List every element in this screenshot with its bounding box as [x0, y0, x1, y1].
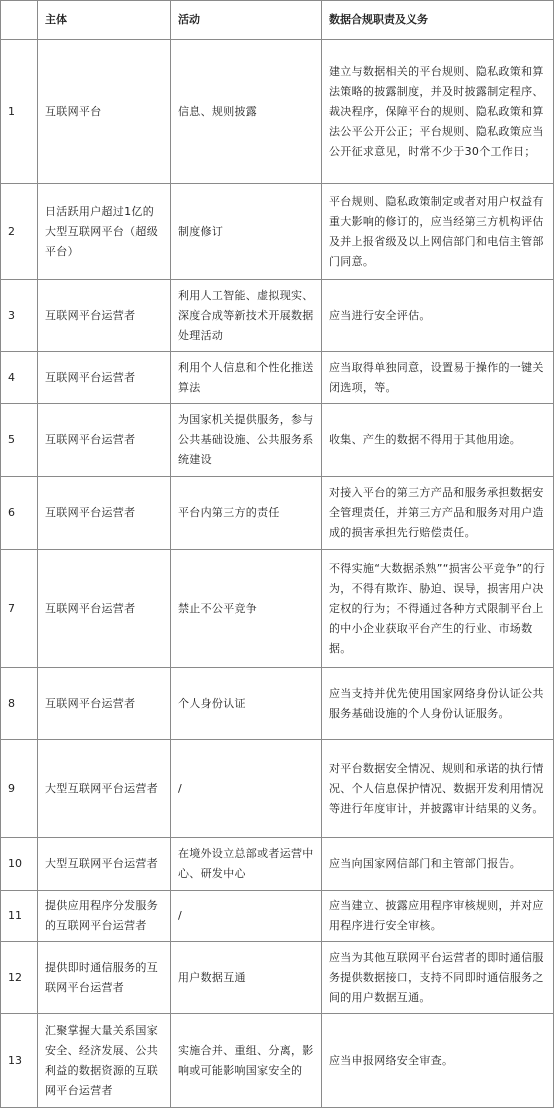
row-number: 3 [1, 280, 38, 352]
row-activity: 为国家机关提供服务，参与公共基础设施、公共服务系统建设 [171, 404, 322, 477]
row-subject: 互联网平台运营者 [38, 550, 171, 668]
table-row [1, 40, 554, 184]
row-number: 6 [1, 477, 38, 550]
row-activity: 个人身份认证 [171, 668, 322, 740]
row-activity: / [171, 891, 322, 942]
row-subject: 互联网平台运营者 [38, 668, 171, 740]
row-number: 10 [1, 838, 38, 891]
row-subject: 互联网平台运营者 [38, 404, 171, 477]
row-subject: 互联网平台运营者 [38, 477, 171, 550]
table-row [1, 1014, 554, 1108]
row-duty: 建立与数据相关的平台规则、隐私政策和算法策略的披露制度，并及时披露制定程序、裁决程序，保障平台的规则、隐私政策和算法公平公开公正；平台规则、隐私政策应当公开征求意见，时常不少于30个工作日； [322, 40, 554, 184]
row-subject: 互联网平台运营者 [38, 280, 171, 352]
row-number: 1 [1, 40, 38, 184]
row-duty: 对平台数据安全情况、规则和承诺的执行情况、个人信息保护情况、数据开发利用情况等进行年度审计，并披露审计结果的义务。 [322, 740, 554, 838]
table-row [1, 891, 554, 942]
row-duty: 不得实施“大数据杀熟”“损害公平竞争”的行为，不得有欺诈、胁迫、误导，损害用户决定权的行为；不得通过各种方式限制平台上的中小企业获取平台产生的行业、市场数据。 [322, 550, 554, 668]
row-subject: 日活跃用户超过1亿的大型互联网平台（超级平台） [38, 184, 171, 280]
table-row [1, 184, 554, 280]
row-subject: 大型互联网平台运营者 [38, 838, 171, 891]
table-row [1, 838, 554, 891]
row-activity: 利用人工智能、虚拟现实、深度合成等新技术开展数据处理活动 [171, 280, 322, 352]
row-activity: 用户数据互通 [171, 942, 322, 1014]
row-subject: 提供应用程序分发服务的互联网平台运营者 [38, 891, 171, 942]
header-subject: 主体 [38, 1, 171, 40]
row-subject: 互联网平台运营者 [38, 352, 171, 404]
table-row [1, 740, 554, 838]
row-activity: 实施合并、重组、分离，影响或可能影响国家安全的 [171, 1014, 322, 1108]
row-number: 4 [1, 352, 38, 404]
row-number: 13 [1, 1014, 38, 1108]
row-duty: 应当取得单独同意，设置易于操作的一键关闭选项，等。 [322, 352, 554, 404]
row-subject: 汇聚掌握大量关系国家安全、经济发展、公共利益的数据资源的互联网平台运营者 [38, 1014, 171, 1108]
row-number: 11 [1, 891, 38, 942]
row-duty: 应当为其他互联网平台运营者的即时通信服务提供数据接口，支持不同即时通信服务之间的用户数据互通。 [322, 942, 554, 1014]
table-row [1, 352, 554, 404]
row-duty: 收集、产生的数据不得用于其他用途。 [322, 404, 554, 477]
row-number: 2 [1, 184, 38, 280]
row-activity: 利用个人信息和个性化推送算法 [171, 352, 322, 404]
row-duty: 应当支持并优先使用国家网络身份认证公共服务基础设施的个人身份认证服务。 [322, 668, 554, 740]
table-row [1, 477, 554, 550]
row-subject: 提供即时通信服务的互联网平台运营者 [38, 942, 171, 1014]
table-row [1, 550, 554, 668]
table-header-row [1, 1, 554, 40]
row-number: 8 [1, 668, 38, 740]
table-row [1, 280, 554, 352]
row-activity: 制度修订 [171, 184, 322, 280]
row-number: 12 [1, 942, 38, 1014]
row-subject: 互联网平台 [38, 40, 171, 184]
row-number: 5 [1, 404, 38, 477]
table-row [1, 404, 554, 477]
row-activity: / [171, 740, 322, 838]
row-duty: 应当进行安全评估。 [322, 280, 554, 352]
row-number: 9 [1, 740, 38, 838]
row-duty: 应当建立、披露应用程序审核规则，并对应用程序进行安全审核。 [322, 891, 554, 942]
row-duty: 应当向国家网信部门和主管部门报告。 [322, 838, 554, 891]
row-duty: 平台规则、隐私政策制定或者对用户权益有重大影响的修订的，应当经第三方机构评估及并上报省级及以上网信部门和电信主管部门同意。 [322, 184, 554, 280]
row-subject: 大型互联网平台运营者 [38, 740, 171, 838]
row-activity: 在境外设立总部或者运营中心、研发中心 [171, 838, 322, 891]
row-activity: 信息、规则披露 [171, 40, 322, 184]
row-duty: 对接入平台的第三方产品和服务承担数据安全管理责任，并第三方产品和服务对用户造成的损害承担先行赔偿责任。 [322, 477, 554, 550]
table-row [1, 942, 554, 1014]
row-activity: 禁止不公平竞争 [171, 550, 322, 668]
row-duty: 应当申报网络安全审查。 [322, 1014, 554, 1108]
row-activity: 平台内第三方的责任 [171, 477, 322, 550]
row-number: 7 [1, 550, 38, 668]
header-activity: 活动 [171, 1, 322, 40]
table-row [1, 668, 554, 740]
header-duty: 数据合规职责及义务 [322, 1, 554, 40]
header-index [1, 1, 38, 40]
